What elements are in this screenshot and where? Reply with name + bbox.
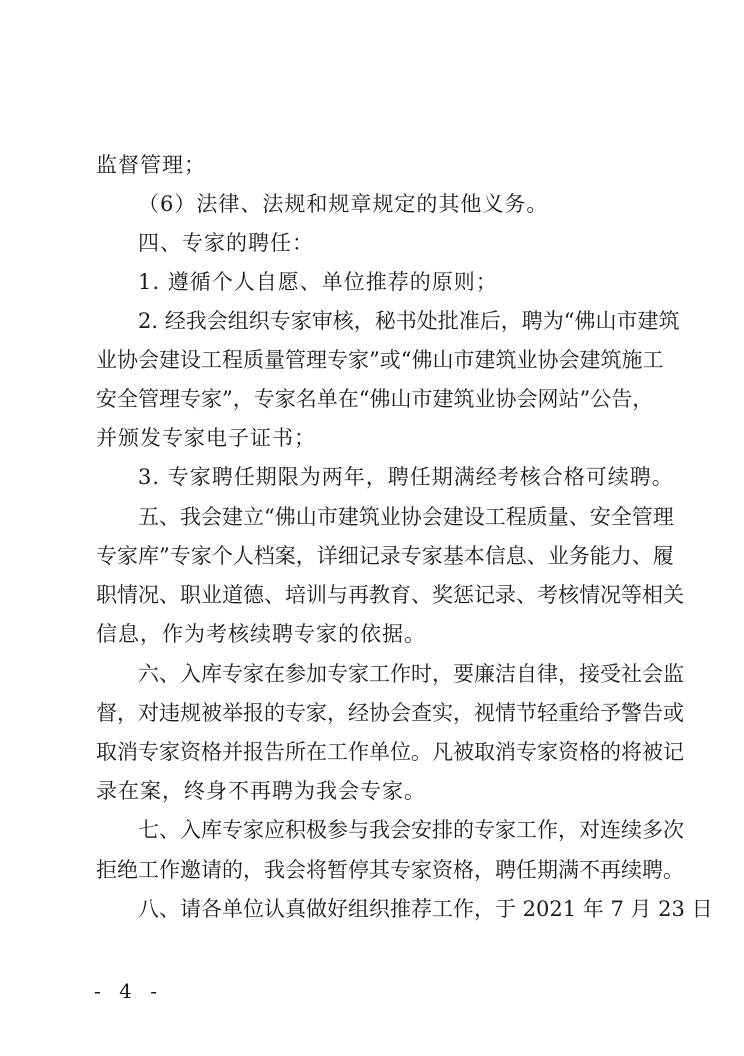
- text-line: 2. 经我会组织专家审核，秘书处批准后，聘为“佛山市建筑: [138, 309, 680, 333]
- text-line: 并颁发专家电子证书；: [96, 426, 316, 450]
- text-line: 拒绝工作邀请的，我会将暂停其专家资格，聘任期满不再续聘。: [96, 858, 684, 882]
- text-line: 录在案，终身不再聘为我会专家。: [96, 779, 426, 803]
- text-line: 1. 遵循个人自愿、单位推荐的原则；: [138, 270, 498, 294]
- text-line: 八、请各单位认真做好组织推荐工作，于 2021 年 7 月 23 日: [138, 897, 713, 921]
- text-line: 职情况、职业道德、培训与再教育、奖惩记录、考核情况等相关: [96, 583, 684, 607]
- text-line: 六、入库专家在参加专家工作时，要廉洁自律，接受社会监: [138, 662, 684, 686]
- page-number: - 4 -: [94, 979, 163, 1003]
- text-line: 专家库”专家个人档案，详细记录专家基本信息、业务能力、履: [96, 544, 674, 568]
- text-line: 取消专家资格并报告所在工作单位。凡被取消专家资格的将被记: [96, 740, 684, 764]
- text-line: 督，对违规被举报的专家，经协会查实，视情节轻重给予警告或: [96, 701, 684, 725]
- text-line: 信息，作为考核续聘专家的依据。: [96, 622, 426, 646]
- section-heading: 四、专家的聘任：: [138, 231, 314, 255]
- text-line: （6）法律、法规和规章规定的其他义务。: [138, 192, 549, 216]
- text-line: 安全管理专家”，专家名单在“佛山市建筑业协会网站”公告，: [96, 387, 654, 411]
- text-line: 业协会建设工程质量管理专家”或“佛山市建筑业协会建筑施工: [96, 348, 664, 372]
- text-line: 3. 专家聘任期限为两年，聘任期满经考核合格可续聘。: [138, 465, 674, 489]
- text-line: 七、入库专家应积极参与我会安排的专家工作，对连续多次: [138, 818, 684, 842]
- text-line: 五、我会建立“佛山市建筑业协会建设工程质量、安全管理: [138, 505, 674, 529]
- text-line: 监督管理；: [96, 153, 206, 177]
